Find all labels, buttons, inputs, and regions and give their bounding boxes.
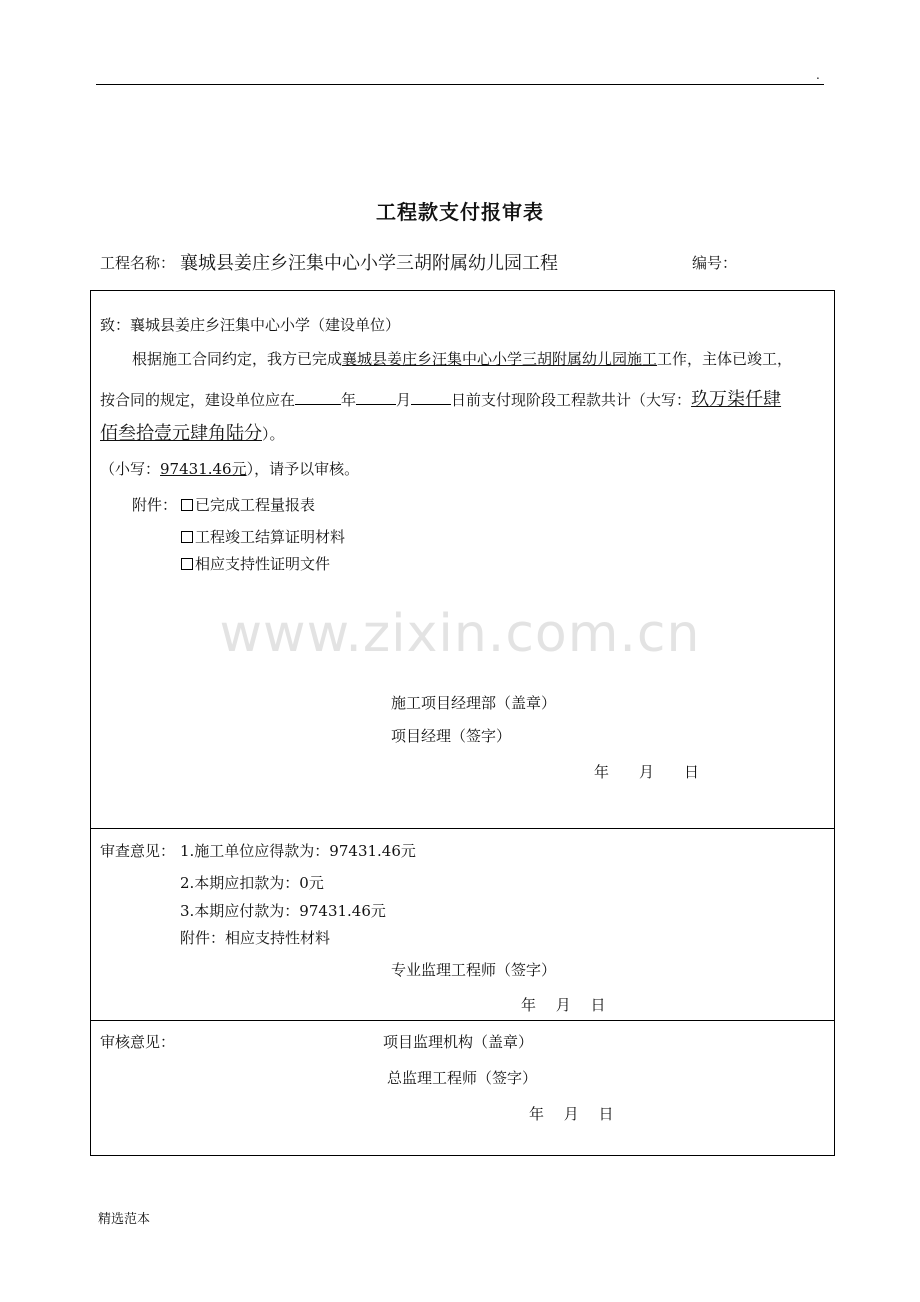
footer-note: 精选范本 xyxy=(98,1212,151,1227)
attachment-text-2: 工程竣工结算证明材料 xyxy=(195,528,346,546)
attachment-label: 附件： xyxy=(132,496,178,514)
checkbox-1[interactable] xyxy=(181,499,193,511)
amount-small-line xyxy=(100,458,359,479)
amount-upper-1: 玖万柒仟肆 xyxy=(691,389,782,410)
review-attachment: 附件：相应支持性材料 xyxy=(180,929,331,947)
line2-suffix: 日前支付现阶段工程款共计（大写： xyxy=(451,391,692,409)
review-item-2: 2.本期应扣款为：0元 xyxy=(180,874,324,892)
line2-prefix: 按合同的规定，建设单位应在 xyxy=(100,391,296,409)
date-3: 年 月 日 xyxy=(529,1105,614,1123)
year-label: 年 xyxy=(341,391,357,409)
line3-suffix: ）。 xyxy=(262,425,285,443)
date-1: 年 月 日 xyxy=(594,763,700,781)
attachment-item-2 xyxy=(181,526,345,547)
amount-small: 97431.46元 xyxy=(160,460,247,478)
construction-dept: 施工项目经理部（盖章） xyxy=(391,694,557,712)
supervisor-signer: 专业监理工程师（签字） xyxy=(391,961,557,979)
review-item-3: 3.本期应付款为：97431.46元 xyxy=(180,902,386,920)
review-item-1: 1.施工单位应得款为：97431.46元 xyxy=(180,842,416,860)
header-rule xyxy=(96,84,824,85)
para-prefix: 根据施工合同约定，我方已完成 xyxy=(132,350,343,368)
amount-upper-2: 佰叁拾壹元肆角陆分 xyxy=(100,423,262,444)
supervision-org: 项目监理机构（盖章） xyxy=(383,1033,534,1051)
attachment-item-1 xyxy=(181,494,315,515)
para-suffix: 工作，主体已竣工， xyxy=(657,350,793,368)
attachment-text-3: 相应支持性证明文件 xyxy=(195,555,331,573)
small-prefix: （小写： xyxy=(100,460,161,478)
project-label: 工程名称： xyxy=(100,254,176,272)
paragraph-line-1 xyxy=(132,348,792,369)
addressee: 致：襄城县姜庄乡汪集中心小学（建设单位） xyxy=(100,316,401,334)
attachment-item-3 xyxy=(181,553,330,574)
page-title: 工程款支付报审表 xyxy=(376,200,544,224)
small-suffix: ），请予以审核。 xyxy=(246,460,360,478)
audit-label: 审核意见： xyxy=(100,1033,176,1051)
header-dot: . xyxy=(816,68,820,82)
divider-2 xyxy=(90,1020,835,1021)
month-blank xyxy=(356,390,396,405)
day-blank xyxy=(411,390,451,405)
review-label: 审查意见： xyxy=(100,842,176,860)
attachment-text-1: 已完成工程量报表 xyxy=(195,496,316,514)
month-label: 月 xyxy=(396,391,412,409)
chief-supervisor: 总监理工程师（签字） xyxy=(387,1069,538,1087)
year-blank xyxy=(295,390,341,405)
project-manager: 项目经理（签字） xyxy=(391,727,512,745)
para-project: 襄城县姜庄乡汪集中心小学三胡附属幼儿园施工 xyxy=(342,350,658,368)
checkbox-3[interactable] xyxy=(181,558,193,570)
checkbox-2[interactable] xyxy=(181,531,193,543)
code-label: 编号： xyxy=(692,254,738,272)
divider-1 xyxy=(90,828,835,829)
paragraph-line-3 xyxy=(100,419,285,445)
watermark: www.zixin.com.cn xyxy=(219,604,701,664)
project-name: 襄城县姜庄乡汪集中心小学三胡附属幼儿园工程 xyxy=(180,253,558,274)
paragraph-line-2 xyxy=(100,385,781,411)
date-2: 年 月 日 xyxy=(521,996,606,1014)
